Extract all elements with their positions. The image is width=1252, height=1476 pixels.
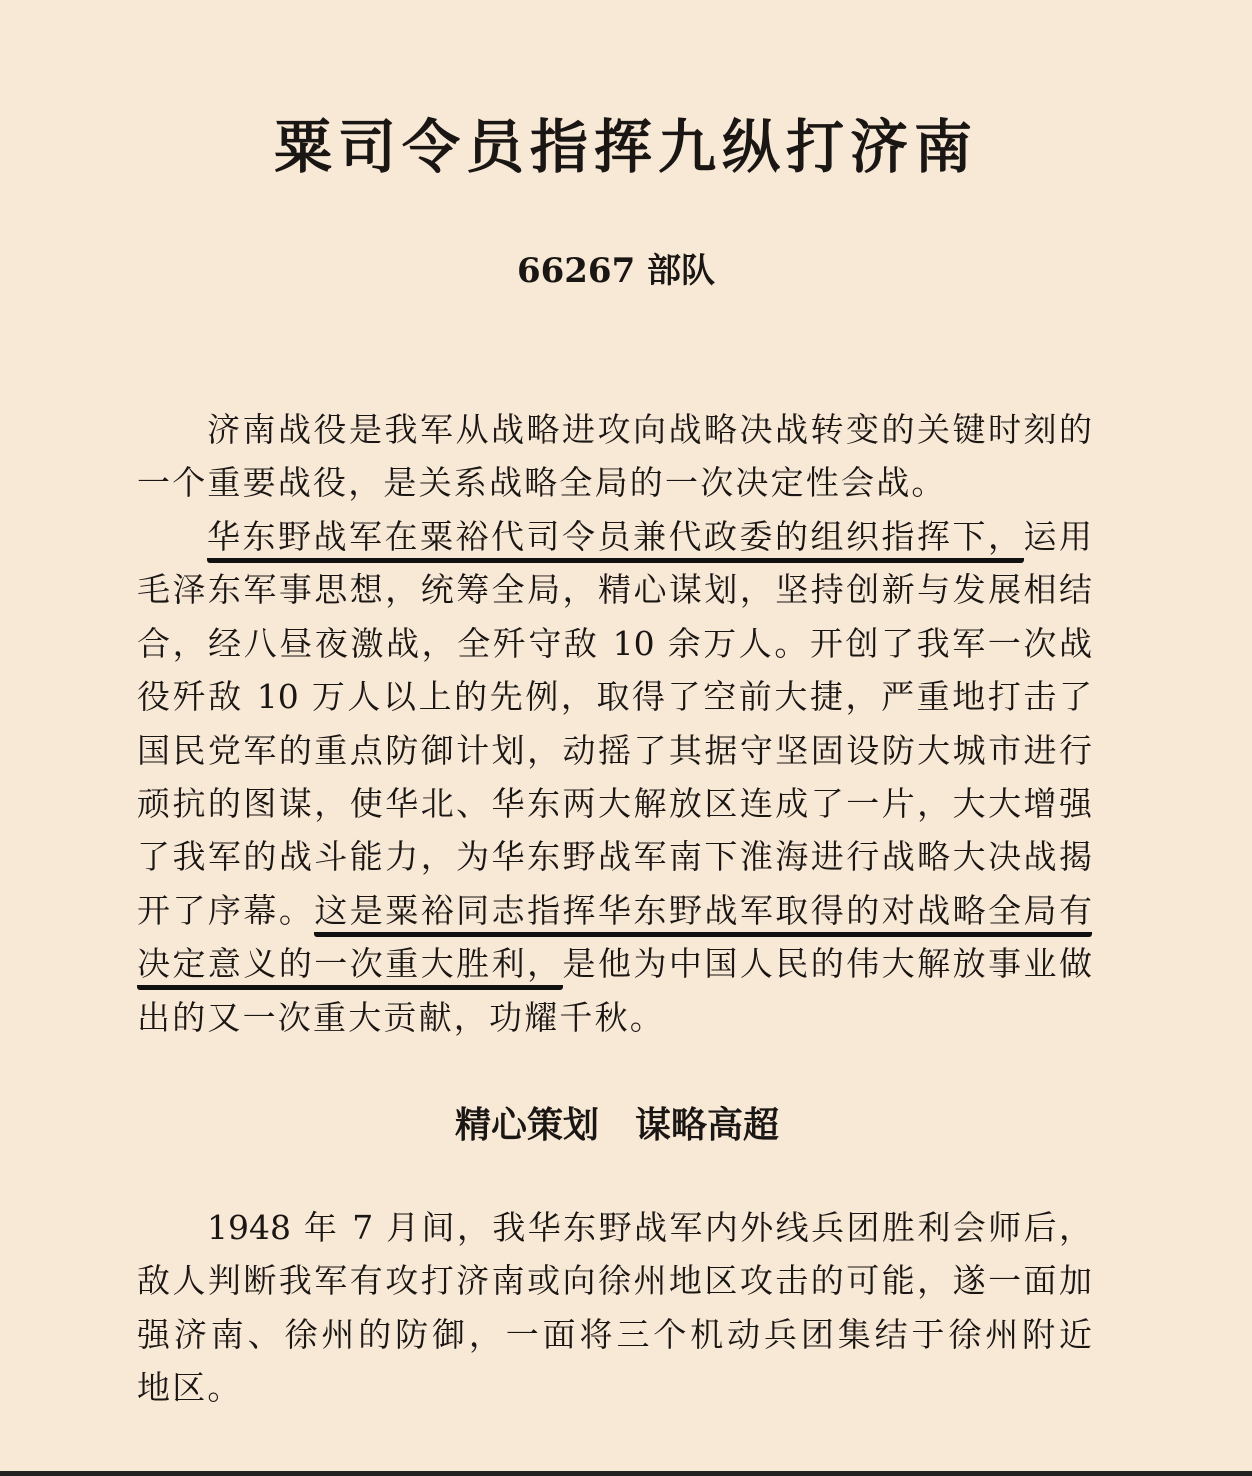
text-line: 一个重要战役，是关系战略全局的一次决定性会战。 bbox=[137, 463, 947, 503]
text-line: 国民党军的重点防御计划，动摇了其据守坚固设防大城市进行 bbox=[137, 730, 1092, 770]
article-title: 粟司令员指挥九纵打济南 bbox=[273, 113, 978, 181]
section-heading: 精心策划 谋略高超 bbox=[454, 1104, 779, 1146]
article-author: 66267 部队 bbox=[516, 251, 716, 291]
text-line: 地区。 bbox=[137, 1368, 243, 1408]
underlined-text: 华东野战军在粟裕代司令员兼代政委的组织指挥下， bbox=[207, 517, 1024, 563]
scan-edge bbox=[0, 1471, 1252, 1476]
text-line bbox=[137, 510, 1092, 563]
paragraph-3 bbox=[137, 1201, 1092, 1415]
text-line: 强济南、徐州的防御，一面将三个机动兵团集结于徐州附近 bbox=[137, 1314, 1092, 1354]
text-line: 了我军的战斗能力，为华东野战军南下淮海进行战略大决战揭 bbox=[137, 837, 1092, 877]
text-segment: 是他为中国人民的伟大解放事业做 bbox=[562, 944, 1093, 984]
underlined-text: 这是粟裕同志指挥华东野战军取得的对战略全局有 bbox=[314, 891, 1092, 937]
text-line: 敌人判断我军有攻打济南或向徐州地区攻击的可能，遂一面加 bbox=[137, 1261, 1092, 1301]
text-line: 毛泽东军事思想，统筹全局，精心谋划，坚持创新与发展相结 bbox=[137, 570, 1092, 610]
text-line: 顽抗的图谋，使华北、华东两大解放区连成了一片，大大增强 bbox=[137, 783, 1092, 823]
text-line bbox=[137, 937, 1092, 990]
text-segment: 开了序幕。 bbox=[137, 890, 315, 930]
text-line: 济南战役是我军从战略进攻向战略决战转变的关键时刻的 bbox=[207, 410, 1092, 449]
paragraph-1 bbox=[137, 403, 1092, 510]
paragraph-2 bbox=[137, 510, 1092, 1044]
text-segment: 运用 bbox=[1023, 517, 1092, 556]
underlined-text: 决定意义的一次重大胜利， bbox=[137, 944, 563, 990]
text-line: 役歼敌 10 万人以上的先例，取得了空前大捷，严重地打击了 bbox=[137, 677, 1092, 717]
text-line bbox=[137, 884, 1092, 937]
text-line: 1948 年 7 月间，我华东野战军内外线兵团胜利会师后， bbox=[207, 1208, 1092, 1247]
text-line: 出的又一次重大贡献，功耀千秋。 bbox=[137, 997, 665, 1037]
text-line: 合，经八昼夜激战，全歼守敌 10 余万人。开创了我军一次战 bbox=[137, 623, 1092, 663]
